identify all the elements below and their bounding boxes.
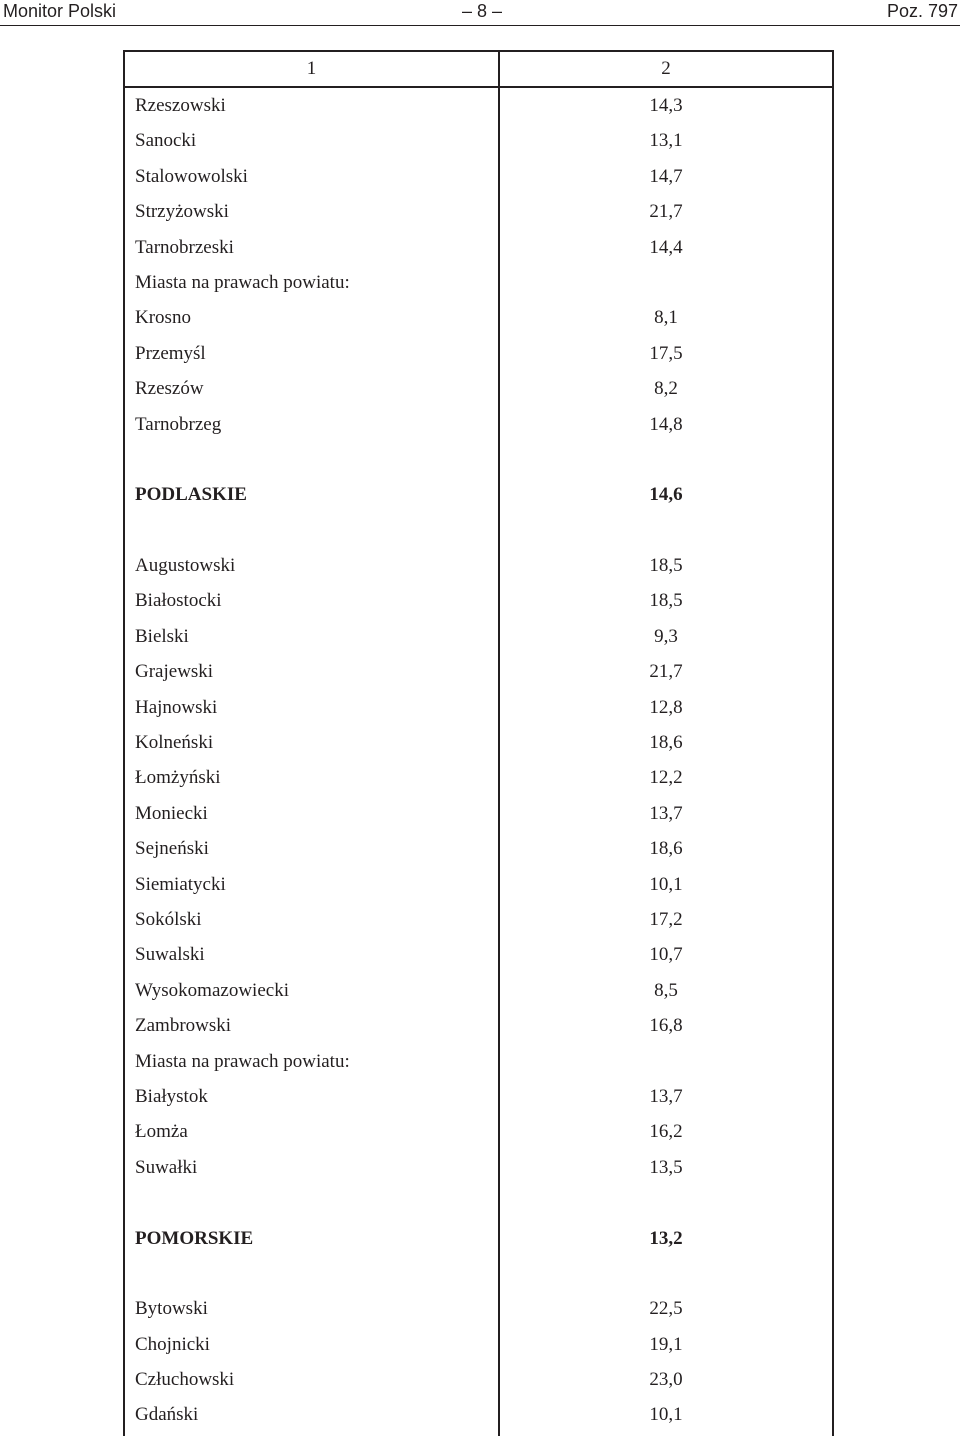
- rate-value: 17,2: [649, 908, 683, 930]
- rate-value: 9,3: [654, 625, 678, 647]
- district-name: Łomża: [135, 1121, 188, 1143]
- district-name: Moniecki: [135, 802, 208, 824]
- district-name: Sokólski: [135, 908, 202, 930]
- district-name: Miasta na prawach powiatu:: [135, 1050, 350, 1072]
- table-row: [125, 159, 832, 194]
- spacer-row: [125, 1185, 832, 1220]
- district-name: Krosno: [135, 307, 191, 329]
- table-row: [125, 902, 832, 937]
- district-name: Rzeszowski: [135, 95, 226, 116]
- rate-value: 17,5: [649, 342, 683, 364]
- rate-value: 14,3: [649, 95, 683, 116]
- table-row: [125, 194, 832, 229]
- spacer-row: [125, 442, 832, 477]
- rate-value: 16,2: [649, 1121, 683, 1143]
- rate-value: 22,5: [649, 1298, 683, 1320]
- district-name: Augustowski: [135, 555, 236, 577]
- district-name: Łomżyński: [135, 767, 221, 789]
- rate-value: 18,5: [649, 555, 683, 577]
- district-name: Tarnobrzeski: [135, 236, 234, 258]
- rate-value: 12,2: [649, 767, 683, 789]
- position-number: Poz. 797: [886, 1, 958, 21]
- table-row: [125, 371, 832, 406]
- rate-value: 14,4: [649, 236, 683, 258]
- header-divider: [0, 25, 960, 26]
- rate-value: 18,6: [649, 732, 683, 754]
- spacer-row: [125, 513, 832, 548]
- rate-value: 10,1: [649, 1404, 683, 1426]
- table-header: [125, 52, 832, 88]
- rate-value: 13,2: [649, 1227, 683, 1249]
- table-row: [125, 548, 832, 583]
- table-row: [125, 1079, 832, 1114]
- table-row: [125, 1044, 832, 1079]
- rate-value: 18,6: [649, 838, 683, 860]
- rate-value: 10,1: [649, 873, 683, 895]
- table-row: [125, 619, 832, 654]
- region-total-row: [125, 477, 832, 512]
- district-name: Strzyżowski: [135, 201, 229, 223]
- data-table: [123, 50, 834, 1436]
- rate-value: 13,7: [649, 1085, 683, 1107]
- district-name: Grajewski: [135, 661, 214, 683]
- table-row: [125, 973, 832, 1008]
- rate-value: 19,1: [649, 1333, 683, 1355]
- table-row: [125, 1291, 832, 1326]
- table-row: [125, 1114, 832, 1149]
- table-row: [125, 336, 832, 371]
- column-header-1: 1: [306, 58, 317, 79]
- column-header-2: 2: [661, 58, 671, 79]
- rate-value: 21,7: [649, 661, 683, 683]
- district-name: Bielski: [135, 625, 189, 647]
- rate-value: 8,1: [654, 307, 678, 329]
- table-row: [125, 300, 832, 335]
- district-name: Kolneński: [135, 732, 214, 754]
- rate-value: 8,5: [654, 979, 678, 1001]
- table-row: [125, 1150, 832, 1185]
- district-name: Bytowski: [135, 1298, 208, 1320]
- table-row: [125, 867, 832, 902]
- table-row: [125, 796, 832, 831]
- rate-value: 18,5: [649, 590, 683, 612]
- district-name: Hajnowski: [135, 696, 218, 718]
- table-body: [125, 88, 832, 1433]
- rate-value: 10,7: [649, 944, 683, 966]
- page-number: – 8 –: [462, 1, 503, 21]
- district-name: POMORSKIE: [135, 1227, 254, 1249]
- district-name: PODLASKIE: [135, 484, 247, 506]
- table-row: [125, 230, 832, 265]
- district-name: Białostocki: [135, 590, 222, 612]
- page-header: [0, 0, 960, 26]
- table-row: [125, 1327, 832, 1362]
- district-name: Suwałki: [135, 1156, 198, 1178]
- table-row: [125, 1397, 832, 1432]
- rate-value: 13,1: [649, 130, 683, 152]
- district-name: Miasta na prawach powiatu:: [135, 271, 350, 293]
- district-name: Wysokomazowiecki: [135, 979, 289, 1001]
- district-name: Zambrowski: [135, 1015, 232, 1037]
- district-name: Przemyśl: [135, 342, 206, 364]
- district-name: Rzeszów: [135, 378, 204, 400]
- table-row: [125, 831, 832, 866]
- district-name: Siemiatycki: [135, 873, 226, 895]
- district-name: Sejneński: [135, 838, 209, 860]
- rate-value: 14,6: [649, 484, 683, 506]
- district-name: Człuchowski: [135, 1369, 235, 1391]
- table-row: [125, 88, 832, 123]
- district-name: Gdański: [135, 1404, 199, 1426]
- spacer-row: [125, 1256, 832, 1291]
- rate-value: 14,8: [649, 413, 683, 435]
- table-row: [125, 1008, 832, 1043]
- rate-value: 13,7: [649, 802, 683, 824]
- rate-value: 12,8: [649, 696, 683, 718]
- rate-value: 13,5: [649, 1156, 683, 1178]
- rate-value: 21,7: [649, 201, 683, 223]
- rate-value: 16,8: [649, 1015, 683, 1037]
- table-row: [125, 123, 832, 158]
- district-name: Sanocki: [135, 130, 197, 152]
- rate-value: 8,2: [654, 378, 678, 400]
- table-row: [125, 407, 832, 442]
- publication-title: Monitor Polski: [3, 1, 117, 21]
- table-row: [125, 760, 832, 795]
- district-name: Białystok: [135, 1085, 208, 1107]
- table-row: [125, 265, 832, 300]
- rate-value: 14,7: [649, 165, 683, 187]
- district-name: Tarnobrzeg: [135, 413, 222, 435]
- table-row: [125, 1362, 832, 1397]
- table-row: [125, 690, 832, 725]
- table-row: [125, 654, 832, 689]
- table-row: [125, 583, 832, 618]
- table-row: [125, 725, 832, 760]
- region-total-row: [125, 1221, 832, 1256]
- table-row: [125, 937, 832, 972]
- district-name: Chojnicki: [135, 1333, 210, 1355]
- rate-value: 23,0: [649, 1369, 683, 1391]
- district-name: Stalowowolski: [135, 165, 248, 187]
- district-name: Suwalski: [135, 944, 205, 966]
